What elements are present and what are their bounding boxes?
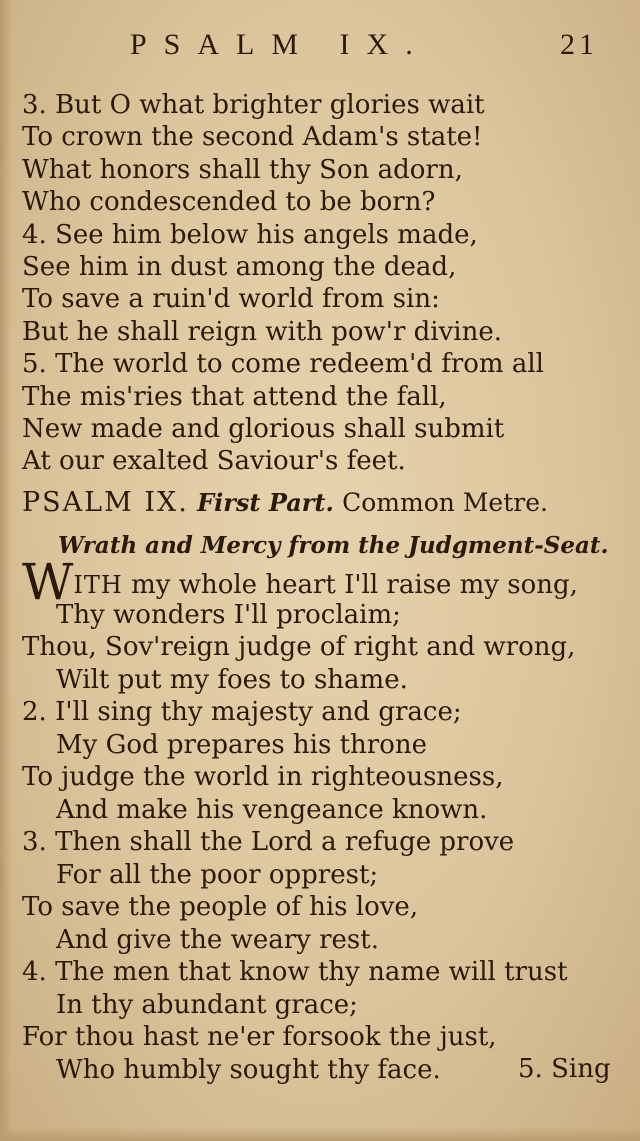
verse-line: The mis'ries that attend the fall, bbox=[22, 381, 447, 412]
catchword: 5. Sing bbox=[518, 1054, 611, 1084]
verse-line: To save the people of his love, bbox=[22, 892, 419, 922]
verse-line: 3. Then shall the Lord a refuge prove bbox=[22, 827, 515, 857]
verse-line: 5. The world to come redeem'd from all bbox=[22, 349, 544, 380]
verse-line: To judge the world in righteousness, bbox=[22, 762, 504, 792]
verse-line: 4. See him below his angels made, bbox=[22, 219, 478, 250]
page-bottom-shadow bbox=[0, 1127, 640, 1141]
verse-line: See him in dust among the dead, bbox=[22, 251, 457, 282]
verse-line: And make his vengeance known. bbox=[56, 794, 488, 825]
psalm-title: PSALM IX. bbox=[22, 487, 189, 518]
verse-line: Thy wonders I'll proclaim; bbox=[56, 599, 401, 630]
psalm-viii-verses bbox=[22, 89, 622, 478]
verse-line: For thou hast ne'er forsook the just, bbox=[22, 1022, 497, 1052]
running-head: PSALM IX. bbox=[130, 28, 430, 61]
verse-line: At our exalted Saviour's feet. bbox=[22, 446, 406, 477]
verse-line: And give the weary rest. bbox=[56, 924, 379, 955]
verse-line: Who condescended to be born? bbox=[22, 187, 436, 218]
verse-line: In thy abundant grace; bbox=[56, 989, 358, 1020]
page-edge-shadow bbox=[0, 0, 12, 1141]
verse-line: 4. The men that know thy name will trust bbox=[22, 957, 568, 987]
verse-line: Who humbly sought thy face. bbox=[56, 1054, 441, 1085]
psalm-subtitle: Wrath and Mercy from the Judgment-Seat. bbox=[58, 532, 609, 559]
hymn-first-line bbox=[22, 553, 622, 611]
page-number: 21 bbox=[560, 28, 598, 61]
psalm-part: First Part. bbox=[197, 488, 334, 517]
verse-line: To crown the second Adam's state! bbox=[22, 122, 483, 153]
verse-line: For all the poor opprest; bbox=[56, 859, 379, 890]
verse-line: To save a ruin'd world from sin: bbox=[22, 284, 440, 315]
page-header bbox=[0, 28, 640, 68]
verse-line: 3. But O what brighter glories wait bbox=[22, 90, 485, 120]
verse-line: Thou, Sov'reign judge of right and wrong, bbox=[22, 632, 576, 662]
drop-cap: W bbox=[22, 553, 74, 611]
verse-line: 2. I'll sing thy majesty and grace; bbox=[22, 697, 462, 727]
verse-line: But he shall reign with pow'r divine. bbox=[22, 316, 503, 347]
verse-line: What honors shall thy Son adorn, bbox=[22, 154, 463, 185]
verse-line: Wilt put my foes to shame. bbox=[56, 664, 408, 695]
verse-line: New made and glorious shall submit bbox=[22, 413, 505, 444]
first-line-rest: my whole heart I'll raise my song, bbox=[122, 570, 578, 600]
psalm-heading bbox=[22, 485, 622, 521]
psalm-ix-hymn bbox=[22, 553, 622, 1086]
first-word-rest: ITH bbox=[73, 571, 123, 599]
verse-line: My God prepares his throne bbox=[56, 729, 428, 760]
psalm-metre: Common Metre. bbox=[342, 488, 548, 517]
